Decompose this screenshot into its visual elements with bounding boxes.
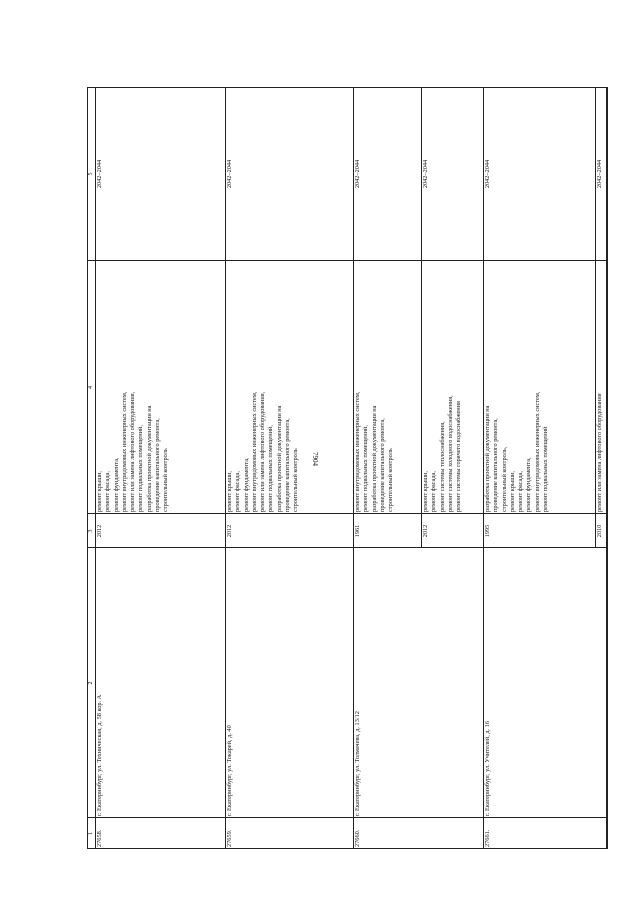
row-number: 27659. [226, 829, 233, 847]
work-item: строительный контроль [387, 448, 395, 512]
rotated-table [87, 87, 607, 849]
period-cell: 2042–2044 [354, 159, 361, 189]
work-item: ремонт системы теплоснабжения, [438, 421, 446, 512]
work-item: ремонт фундамента, [112, 457, 120, 512]
period-cell: 2042–2044 [422, 159, 429, 189]
column-number-2: 2 [88, 681, 94, 685]
work-item: ремонт фасада, [517, 471, 525, 512]
work-item: разработка проектной документации на [370, 405, 378, 512]
work-item: проведение капитального ремонта, [492, 418, 500, 512]
work-item: ремонт системы горячего водоснабжения [455, 401, 463, 512]
year-cell: 2010 [596, 524, 603, 538]
work-item: ремонт или замена лифтового оборудования [596, 393, 603, 512]
table-row [353, 87, 484, 849]
row-number: 27661. [484, 829, 491, 847]
work-item: ремонт крыши, [422, 470, 429, 512]
work-item: ремонт внутридомовых инженерных систем, [250, 391, 258, 512]
work-item: ремонт крыши, [508, 470, 516, 512]
work-item: ремонт фасада, [430, 471, 438, 512]
work-item: ремонт крыши, [96, 470, 103, 512]
work-item: ремонт крыши, [226, 470, 233, 512]
work-item: ремонт внутридомовых инженерных систем, [120, 391, 128, 512]
work-item: ремонт или замена лифтового оборудования, [259, 391, 267, 512]
year-cell: 2012 [226, 524, 233, 538]
column-divider [87, 513, 607, 514]
period-cell: 2042–2044 [484, 159, 491, 189]
period-cell: 2042–2044 [596, 159, 603, 189]
row-number: 27660. [354, 829, 361, 847]
work-item: проведение капитального ремонта, [154, 418, 162, 512]
page-number: 7904 [311, 452, 319, 466]
year-cell: 1995 [484, 524, 491, 538]
work-item: ремонт подвальных помещений, [362, 425, 370, 512]
works-cell [595, 261, 607, 514]
work-item: строительный контроль [162, 448, 170, 512]
year-cell: 2012 [96, 524, 103, 538]
work-item: ремонт системы холодного водоснабжения, [446, 395, 454, 512]
table-row [483, 87, 608, 849]
works-cell [225, 261, 353, 514]
work-item: строительный контроль [292, 448, 300, 512]
column-divider [87, 260, 607, 261]
work-item: ремонт фасада, [234, 471, 242, 512]
work-item: ремонт фундамента, [525, 457, 533, 512]
work-item: проведение капитального ремонта, [284, 418, 292, 512]
address-cell: г. Екатеринбург, ул. Учителей, д. 16 [484, 721, 491, 816]
period-cell: 2042–2044 [96, 159, 103, 189]
address-cell: г. Екатеринбург, ул. Техническая, д. 58 кор. А [96, 694, 103, 816]
works-cell [421, 261, 483, 514]
works-cell [95, 261, 225, 514]
period-cell: 2042–2044 [226, 159, 233, 189]
column-divider [87, 547, 607, 548]
works-cell [353, 261, 421, 514]
row-number: 27658. [96, 829, 103, 847]
work-item: разработка проектной документации на [275, 405, 283, 512]
column-divider [87, 817, 607, 818]
work-item: ремонт подвальных помещений, [267, 425, 275, 512]
works-cell [483, 261, 595, 514]
work-item: ремонт подвальных помещений [542, 426, 550, 512]
address-cell: г. Екатеринбург, ул. Толмачева, д. 13/12 [354, 711, 361, 816]
column-number-4: 4 [88, 386, 94, 389]
work-item: строительный контроль, [500, 446, 508, 512]
year-cell: 2012 [422, 524, 429, 538]
table-row [225, 87, 354, 849]
work-item: разработка проектной документации на [484, 405, 491, 512]
work-item: ремонт фасада, [104, 471, 112, 512]
work-item: разработка проектной документации на [145, 405, 153, 512]
work-item: ремонт фундамента, [242, 457, 250, 512]
work-item: ремонт или замена лифтового оборудования, [129, 391, 137, 512]
column-number-1: 1 [88, 832, 94, 835]
year-cell: 1961 [354, 524, 361, 538]
work-item: проведение капитального ремонта, [378, 418, 386, 512]
table-row [95, 87, 226, 849]
work-item: ремонт внутридомовых инженерных систем, [354, 391, 361, 512]
work-item: ремонт подвальных помещений, [137, 425, 145, 512]
column-number-5: 5 [88, 172, 94, 176]
work-item: ремонт внутридомовых инженерных систем, [533, 391, 541, 512]
address-cell: г. Екатеринбург, ул. Токарей, д. 40 [226, 725, 233, 816]
column-number-3: 3 [88, 529, 94, 533]
